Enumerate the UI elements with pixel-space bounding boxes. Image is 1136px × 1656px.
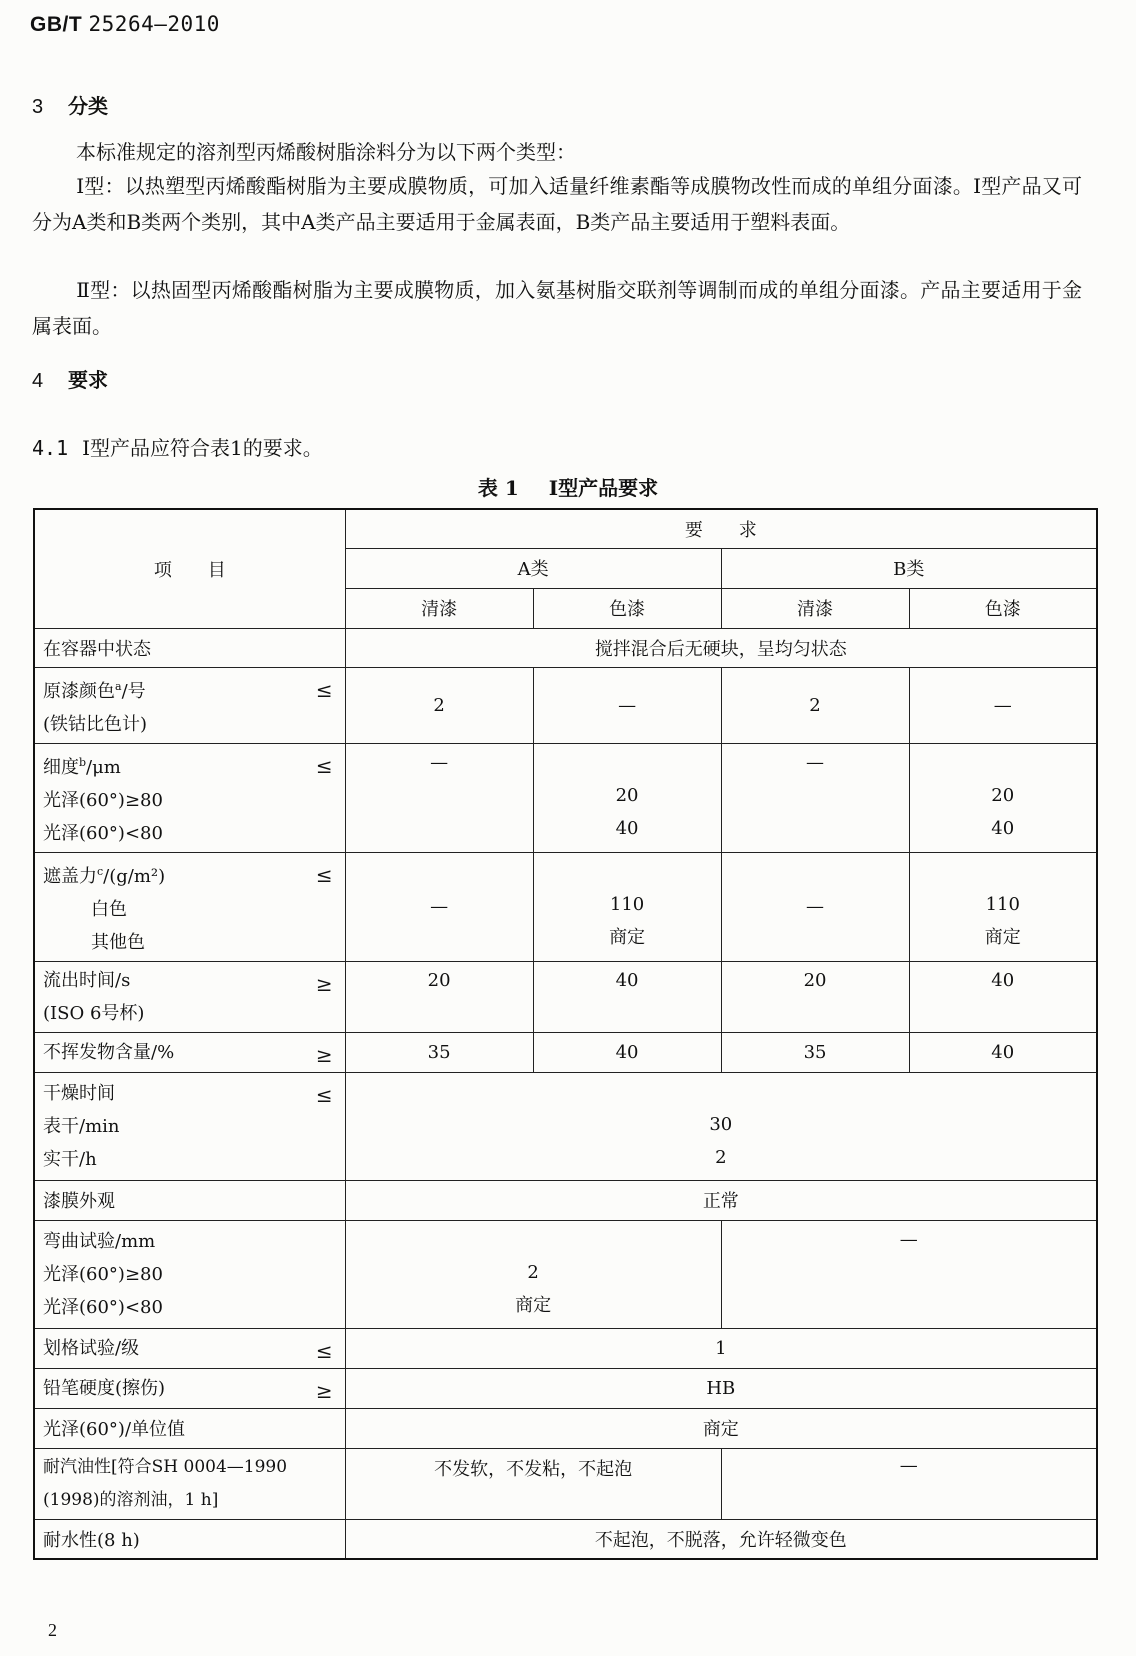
row-label-petrol: 耐汽油性[符合SH 0004—1990 (1998)的溶剂油，1 h] <box>34 1448 345 1519</box>
row-label-hiding: 遮盖力$^c$/(g/m²) 白色 其他色 ≤ <box>34 852 345 961</box>
value-state: 搅拌混合后无硬块，呈均匀状态 <box>345 628 1097 667</box>
le-symbol: ≤ <box>315 1082 333 1107</box>
standard-code: GB/T 25264—2010 <box>30 12 220 36</box>
header-a-color: 色漆 <box>533 588 721 628</box>
row-label-color: 原漆颜色$^a$/号 (铁钴比色计) ≤ <box>34 667 345 743</box>
ge-symbol: ≥ <box>315 1378 333 1403</box>
le-symbol: ≤ <box>315 1338 333 1363</box>
requirements-table <box>33 508 1098 1560</box>
table-caption: 表 1 Ⅰ型产品要求 <box>477 476 659 500</box>
header-b-color: 色漆 <box>909 588 1097 628</box>
paragraph-type-1: Ⅰ型：以热塑型丙烯酸酯树脂为主要成膜物质，可加入适量纤维素酯等成膜物改性而成的单组分面漆。Ⅰ型产品又可分为A类和B类两个类别，其中A类产品主要适用于金属表面，B类产品主要适用于塑料表面。 <box>32 174 1082 234</box>
paragraph-type-2: Ⅱ型：以热固型丙烯酸酯树脂为主要成膜物质，加入氨基树脂交联剂等调制而成的单组分面漆。产品主要适用于金属表面。 <box>32 278 1082 338</box>
table-row: 细度$^b$/μm 光泽(60°)≥80 光泽(60°)<80 ≤ — 20 40 — 20 40 <box>34 743 1097 852</box>
table-row: 漆膜外观 正常 <box>34 1180 1097 1220</box>
table-row: 遮盖力$^c$/(g/m²) 白色 其他色 ≤ — 110 商定 — 110 商定 <box>34 852 1097 961</box>
table-row: 干燥时间 表干/min 实干/h ≤ 30 2 <box>34 1072 1097 1180</box>
table-row: 弯曲试验/mm 光泽(60°)≥80 光泽(60°)<80 2 商定 — <box>34 1220 1097 1328</box>
table-row: 不挥发物含量/% ≥ 35 40 35 40 <box>34 1032 1097 1072</box>
table-row: 铅笔硬度(擦伤) ≥ HB <box>34 1368 1097 1408</box>
table-row: 流出时间/s (ISO 6号杯) ≥ 20 40 20 40 <box>34 961 1097 1032</box>
row-label-state: 在容器中状态 <box>34 628 345 667</box>
header-requirements: 要 求 <box>345 509 1097 548</box>
row-label-solids: 不挥发物含量/% ≥ <box>34 1032 345 1072</box>
ge-symbol: ≥ <box>315 971 333 996</box>
header-b-clear: 清漆 <box>721 588 909 628</box>
header-a-clear: 清漆 <box>345 588 533 628</box>
le-symbol: ≤ <box>315 753 333 778</box>
row-label-crosscut: 划格试验/级 ≤ <box>34 1328 345 1368</box>
table-row: 原漆颜色$^a$/号 (铁钴比色计) ≤ 2 — 2 — <box>34 667 1097 743</box>
paragraph-intro: 本标准规定的溶剂型丙烯酸树脂涂料分为以下两个类型： <box>76 140 576 164</box>
section-3-heading: 3 分类 <box>32 94 108 118</box>
clause-4-1: 4.1 Ⅰ型产品应符合表1的要求。 <box>32 436 323 460</box>
table-row: 光泽(60°)/单位值 商定 <box>34 1408 1097 1448</box>
page-number: 2 <box>48 1620 57 1640</box>
section-4-heading: 4 要求 <box>32 368 108 392</box>
header-class-a: A类 <box>345 548 721 588</box>
row-label-drying: 干燥时间 表干/min 实干/h ≤ <box>34 1072 345 1180</box>
row-label-flow: 流出时间/s (ISO 6号杯) ≥ <box>34 961 345 1032</box>
le-symbol: ≤ <box>315 677 333 702</box>
row-label-pencil: 铅笔硬度(擦伤) ≥ <box>34 1368 345 1408</box>
row-label-fineness: 细度$^b$/μm 光泽(60°)≥80 光泽(60°)<80 ≤ <box>34 743 345 852</box>
table-row: 耐水性(8 h) 不起泡，不脱落，允许轻微变色 <box>34 1519 1097 1559</box>
ge-symbol: ≥ <box>315 1042 333 1067</box>
row-label-bending: 弯曲试验/mm 光泽(60°)≥80 光泽(60°)<80 <box>34 1220 345 1328</box>
table-row: 划格试验/级 ≤ 1 <box>34 1328 1097 1368</box>
row-label-gloss: 光泽(60°)/单位值 <box>34 1408 345 1448</box>
row-label-water: 耐水性(8 h) <box>34 1519 345 1559</box>
table-row: 耐汽油性[符合SH 0004—1990 (1998)的溶剂油，1 h] 不发软，不发粘，不起泡 — <box>34 1448 1097 1519</box>
table-row <box>34 628 1097 667</box>
header-class-b: B类 <box>721 548 1097 588</box>
le-symbol: ≤ <box>315 862 333 887</box>
header-item: 项 目 <box>34 509 345 628</box>
row-label-appearance: 漆膜外观 <box>34 1180 345 1220</box>
